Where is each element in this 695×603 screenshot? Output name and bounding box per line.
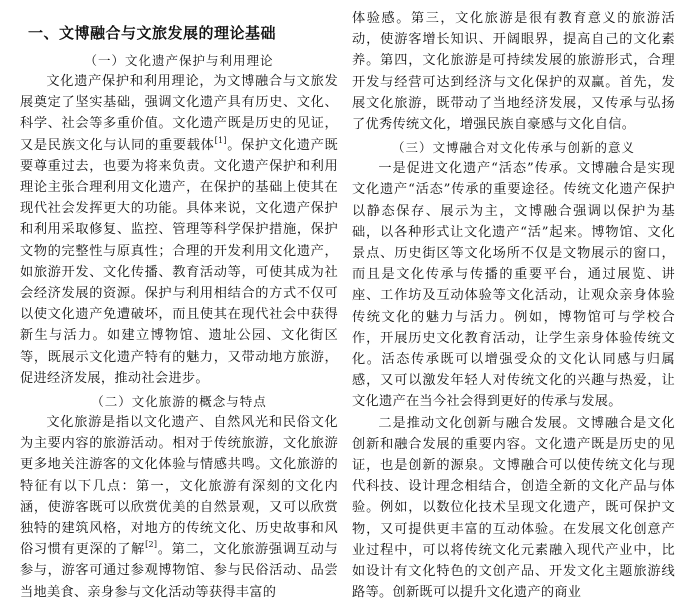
right-column [352, 0, 675, 603]
paragraph-cultural-tourism [20, 412, 338, 603]
citation-ref-2[interactable]: [2] [145, 540, 158, 550]
section-title: 一、文博融合与文旅发展的理论基础 [28, 24, 277, 42]
paragraph-living-heritage: 一是促进文化遗产“活态”传承。文博融合是实现文化遗产“活态”传承的重要途径。传统文化遗产保护以静态保存、展示为主，文博融合强调以保护为基础，以各种形式让文化遗产“活”起来。博物馆、文化景点、历史街区等文化场所不仅是文物展示的窗口，而且是文化传承与传播的重要平台，通过展览、讲座、工作坊及互动体验等文化活动，让观众亲身体验传统文化的魅力与活力。例如，博物馆可与学校合作，开展历史文化教育活动，让学生亲身体验传统文化。活态传承既可以增强受众的文化认同感与归属感，又可以激发年轻人对传统文化的兴趣与热爱，让文化遗产在当今社会得到更好的传承与发展。 [352, 161, 675, 410]
subsection-title-3: （三）文博融合对文化传承与创新的意义 [391, 140, 635, 156]
paragraph-text: 文化旅游是指以文化遗产、自然风光和民俗文化为主要内容的旅游活动。相对于传统旅游，文化旅游更多地关注游客的文化体验与情感共鸣。文化旅游的特征有以下几点：第一，文化旅游有深刻的文化内涵，使游客既可以欣赏优美的自然景观，又可以欣赏独特的建筑风格，对地方的传统文化、历史故事和风俗习惯有更深的了解 [20, 415, 338, 558]
subsection-title-2: （二）文化旅游的概念与特点 [91, 394, 267, 410]
paragraph-text: 。第二，文化旅游强调互动与参与，游客可通过参观博物馆、参与民俗活动、品尝当地美食、亲身参与文化活动等获得丰富的 [20, 542, 339, 600]
subsection-title-1: （一）文化遗产保护与利用理论 [84, 53, 274, 68]
paragraph-innovation: 二是推动文化创新与融合发展。文博融合是文化创新和融合发展的重要内容。文化遗产既是历史的见证，也是创新的源泉。文博融合可以使传统文化与现代科技、设计理念相结合，创造全新的文化产品与体验。例如，以数位化技术呈现文化遗产，既可保护文物，又可提供更丰富的互动体验。在发展文化创意产业过程中，可以将传统文化元素融入现代产业中，比如设计有文化特色的文创产品、开发文化主题旅游线路等。创新既可以提升文化遗产的商业 [352, 415, 675, 601]
paragraph-text: 文化遗产保护和利用理论，为文博融合与文旅发展奠定了坚实基础，强调文化遗产具有历史、文化、科学、社会等多重价值。文化遗产既是历史的见证，又是民族文化与认同的重要载体 [20, 74, 338, 153]
paragraph-text: 。保护文化遗产既要尊重过去，也要为将来负责。文化遗产保护和利用理论主张合理利用文化遗产，在保护的基础上使其在现代社会发挥更大的功能。具体来说，文化遗产保护和利用采取修复、监控、管理等科学保护措施，保护文物的完整性与原真性；合理的开发利用文化遗产，如旅游开发、文化传播、教育活动等，可使其成为社会经济发展的资源。保护与利用相结合的方式不仅可以使文化遗产免遭破坏，而且使其在现代社会中获得新生与活力。如建立博物馆、遗址公园、文化街区等，既展示文化遗产特有的魅力，又带动地方旅游，促进经济发展，推动社会进步。 [20, 137, 338, 386]
paragraph-heritage-theory [20, 71, 338, 389]
left-column [20, 0, 338, 603]
paragraph-continued: 体验感。第三，文化旅游是很有教育意义的旅游活动，使游客增长知识、开阔眼界，提高自己的文化素养。第四，文化旅游是可持续发展的旅游形式，合理开发与经营可达到经济与文化保护的双赢。首先，发展文化旅游，既带动了当地经济发展，又传承与弘扬了优秀传统文化，增强民族自豪感与文化自信。 [352, 11, 675, 133]
citation-ref-1[interactable]: [1] [214, 135, 227, 145]
